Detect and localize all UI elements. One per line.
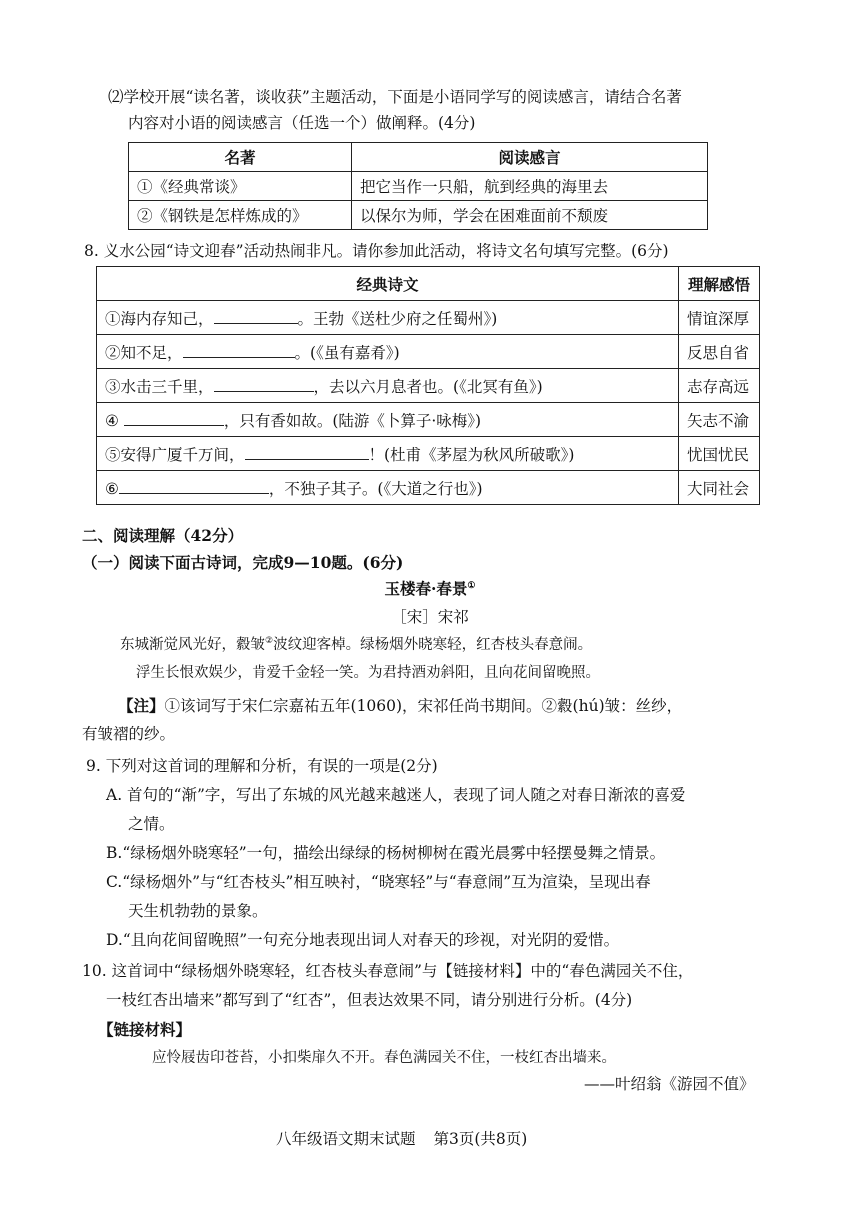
link-source: ——叶绍翁《游园不值》 <box>584 1075 755 1093</box>
notes-line-2: 有皱褶的纱。 <box>82 725 176 743</box>
poem-title <box>0 580 860 599</box>
table-row <box>97 335 760 369</box>
feeling-cell: 忧国忧民 <box>679 437 760 471</box>
poem-suffix: ，不独子其子。(《大道之行也》) <box>268 479 483 498</box>
book-title: ①《经典常谈》 <box>129 172 352 201</box>
footer-subject: 八年级语文期末试题 <box>276 1130 416 1148</box>
q8-text: 8. 义水公园“诗文迎春”活动热闹非凡。请你参加此活动，将诗文名句填写完整。(6分) <box>84 242 669 260</box>
feeling-cell: 大同社会 <box>679 471 760 505</box>
q9-option-c-cont: 天生机勃勃的景象。 <box>128 902 268 920</box>
link-poem: 应怜屐齿印苍苔，小扣柴扉久不开。春色满园关不住，一枝红杏出墙来。 <box>152 1050 616 1066</box>
notes-label: 【注】 <box>118 696 165 715</box>
link-title: 【链接材料】 <box>98 1020 192 1039</box>
book-title: ②《钢铁是怎样炼成的》 <box>129 201 352 230</box>
feeling-cell: 志存高远 <box>679 369 760 403</box>
subsection-title: （一）阅读下面古诗词，完成9—10题。(6分) <box>82 553 404 572</box>
poem-author: ［宋］宋祁 <box>391 608 469 626</box>
poem-prefix: ②知不足， <box>105 343 183 362</box>
books-table <box>128 142 708 230</box>
q9-option-b: B.“绿杨烟外晓寒轻”一句，描绘出绿绿的杨树柳树在霞光晨雾中轻摆曼舞之情景。 <box>106 844 666 862</box>
notes-line-1 <box>118 697 682 716</box>
fill-blank[interactable] <box>119 479 269 494</box>
q9-option-d: D.“且向花间留晚照”一句充分地表现出词人对春天的珍视，对光阴的爱惜。 <box>106 931 620 949</box>
books-table-header-book: 名著 <box>129 143 352 172</box>
q9-option-a: A. 首句的“渐”字，写出了东城的风光越来越迷人，表现了词人随之对春日渐浓的喜爱 <box>106 786 686 804</box>
books-table-header-feeling: 阅读感言 <box>352 143 708 172</box>
q10-line-1: 10. 这首词中“绿杨烟外晓寒轻，红杏枝头春意闹”与【链接材料】中的“春色满园关不住， <box>82 962 694 980</box>
poem-prefix: ①海内存知己， <box>105 309 214 328</box>
poem-line-1 <box>120 636 592 654</box>
table-row <box>129 201 708 230</box>
table-row <box>97 301 760 335</box>
fill-blank[interactable] <box>214 309 298 324</box>
reading-feeling: 以保尔为师，学会在困难面前不颓废 <box>352 201 708 230</box>
poems-table-header-feeling: 理解感悟 <box>679 267 760 301</box>
poem-prefix: ④ <box>105 411 124 430</box>
poem-note-marker: ② <box>265 636 274 646</box>
poem-line-2: 浮生长恨欢娱少，肯爱千金轻一笑。为君持酒劝斜阳，且向花间留晚照。 <box>136 665 600 681</box>
feeling-cell: 反思自省 <box>679 335 760 369</box>
poem-line-1b: 波纹迎客棹。绿杨烟外晓寒轻，红杏枝头春意闹。 <box>273 636 593 653</box>
section-title: 二、阅读理解（42分） <box>82 526 244 545</box>
poem-suffix: ！(杜甫《茅屋为秋风所破歌》) <box>368 445 575 464</box>
table-row <box>97 403 760 437</box>
table-row <box>97 369 760 403</box>
fill-blank[interactable] <box>124 411 224 426</box>
poem-prefix: ③水击三千里， <box>105 377 214 396</box>
q7-2-line2: 内容对小语的阅读感言（任选一个）做阐释。(4分) <box>128 114 476 132</box>
q9-stem: 9. 下列对这首词的理解和分析，有误的一项是(2分) <box>86 757 438 775</box>
table-row <box>97 471 760 505</box>
table-row <box>97 437 760 471</box>
poem-title-text: 玉楼春·春景 <box>384 579 468 598</box>
poem-suffix: ，去以六月息者也。(《北冥有鱼》) <box>313 377 543 396</box>
fill-blank[interactable] <box>183 343 295 358</box>
notes-text-1: ①该词写于宋仁宗嘉祐五年(1060)，宋祁任尚书期间。②縠(hú)皱：丝纱， <box>164 697 683 715</box>
poem-suffix: ，只有香如故。(陆游《卜算子·咏梅》) <box>223 411 482 430</box>
fill-blank[interactable] <box>245 445 369 460</box>
poem-line-1a: 东城渐觉风光好，縠皱 <box>120 636 265 653</box>
table-row <box>129 172 708 201</box>
q9-option-c: C.“绿杨烟外”与“红杏枝头”相互映衬，“晓寒轻”与“春意闹”互为渲染，呈现出春 <box>106 873 651 891</box>
q10-line-2: 一枝红杏出墙来”都写到了“红杏”，但表达效果不同，请分别进行分析。(4分) <box>106 991 633 1009</box>
poem-suffix: 。王勃《送杜少府之任蜀州》) <box>297 309 498 328</box>
reading-feeling: 把它当作一只船，航到经典的海里去 <box>352 172 708 201</box>
feeling-cell: 矢志不渝 <box>679 403 760 437</box>
poem-prefix: ⑥ <box>105 479 119 498</box>
poem-title-note: ① <box>467 580 476 591</box>
poems-table-header-poem: 经典诗文 <box>97 267 679 301</box>
footer <box>276 1130 527 1149</box>
feeling-cell: 情谊深厚 <box>679 301 760 335</box>
poem-suffix: 。(《虽有嘉肴》) <box>294 343 400 362</box>
footer-page: 第3页(共8页) <box>433 1130 528 1148</box>
q9-option-a-cont: 之情。 <box>128 815 175 833</box>
fill-blank[interactable] <box>214 377 314 392</box>
poem-prefix: ⑤安得广厦千万间， <box>105 445 245 464</box>
poems-table <box>96 266 760 505</box>
q7-2-line1: ⑵学校开展“读名著，谈收获”主题活动，下面是小语同学写的阅读感言，请结合名著 <box>108 88 682 106</box>
